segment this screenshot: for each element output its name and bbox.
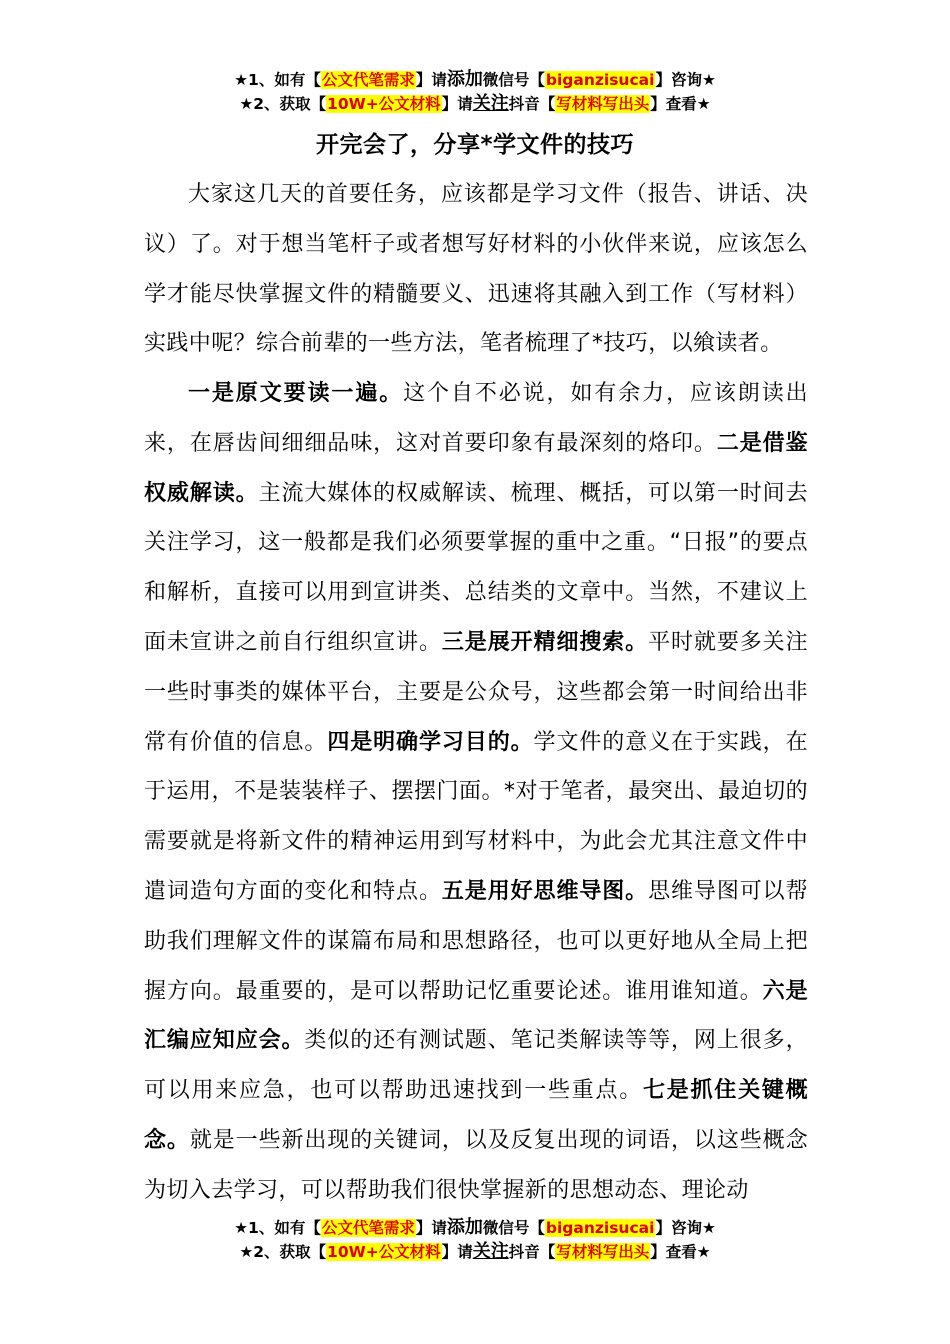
tip-text: 这个自不必说，如有余力，应该朗读出来，在唇齿间细细品味，这对首要印象有最深刻的烙印。 [144, 381, 808, 456]
promo-line-1 [0, 1216, 950, 1240]
promo-line-2 [0, 92, 950, 116]
promo-text: 】咨询★ [655, 1219, 716, 1237]
promo-text: 抖音【 [508, 1243, 556, 1261]
promo-text: 抖音【 [508, 95, 556, 113]
tip-heading: 七是抓住关键概念。 [144, 1078, 808, 1153]
promo-emphasis: 添加 [446, 1217, 483, 1238]
promo-text: ★1、如有【 [234, 71, 321, 89]
promo-text: 微信号【 [482, 1219, 545, 1237]
tip-text: 主流大媒体的权威解读、梳理、概括，可以第一时间去关注学习，这一般都是我们必须要掌握的重中之重。“日报”的要点和解析，直接可以用到宣讲类、总结类的文章中。当然，不建议上面未宣讲之前自行组织宣讲。 [144, 480, 808, 655]
promo-highlight: 公文代笔需求 [321, 71, 415, 89]
tip-text: 学文件的意义在于实践，在于运用，不是装装样子、摆摆门面。*对于笔者，最突出、最迫切的需要就是将新文件的精神运用到写材料中，为此会尤其注意文件中遣词造句方面的变化和特点。 [144, 729, 808, 904]
douyin-account-highlight: 写材料写出头 [556, 95, 650, 113]
promo-text: 】请 [441, 95, 473, 113]
intro-paragraph [144, 170, 808, 369]
wechat-id-highlight: biganzisucai [545, 71, 655, 89]
tip-text: 思维导图可以帮助我们理解文件的谋篇布局和思想路径，也可以更好地从全局上把握方向。最重要的，是可以帮助记忆重要论述。谁用谁知道。 [144, 878, 808, 1004]
tip-heading: 一是原文要读一遍。 [188, 381, 404, 406]
promo-text: ★1、如有【 [234, 1219, 321, 1237]
promo-emphasis: 添加 [446, 69, 483, 90]
tip-text: 就是一些新出现的关键词，以及反复出现的词语，以这些概念为切入去学习，可以帮助我们很快掌握新的思想动态、理论动 [144, 1127, 808, 1203]
wechat-id-highlight: biganzisucai [545, 1219, 655, 1237]
promo-highlight: 10W+公文材料 [327, 95, 441, 113]
douyin-account-highlight: 写材料写出头 [556, 1243, 650, 1261]
tip-text: 类似的还有测试题、笔记类解读等等，网上很多，可以用来应急，也可以帮助迅速找到一些重点。 [144, 1028, 808, 1104]
tip-text: 平时就要多关注一些时事类的媒体平台，主要是公众号，这些都会第一时间给出非常有价值的信息。 [144, 629, 808, 755]
bottom-promo-banner [0, 1216, 950, 1264]
promo-highlight: 公文代笔需求 [321, 1219, 415, 1237]
tip-heading: 六是汇编应知应会。 [144, 978, 808, 1054]
tip-heading: 四是明确学习目的。 [327, 729, 534, 755]
tips-text [144, 369, 808, 1216]
promo-line-1 [0, 68, 950, 92]
promo-text: ★2、获取【 [239, 1243, 327, 1261]
intro-text: 大家这几天的首要任务，应该都是学习文件（报告、讲话、决议）了。对于想当笔杆子或者想写好材料的小伙伴来说，应该怎么学才能尽快掌握文件的精髓要义、迅速将其融入到工作（写材料）实践中呢？综合前辈的一些方法，笔者梳理了*技巧，以飨读者。 [144, 182, 808, 357]
promo-emphasis: 关注 [472, 93, 509, 114]
promo-text: 】咨询★ [655, 71, 716, 89]
promo-text: 】请 [415, 1219, 447, 1237]
promo-emphasis: 关注 [472, 1241, 509, 1262]
promo-text: 】请 [415, 71, 447, 89]
promo-text: 微信号【 [482, 71, 545, 89]
tips-paragraph [144, 369, 808, 1216]
top-promo-banner [0, 68, 950, 116]
promo-text: 】查看★ [650, 95, 711, 113]
tip-heading: 三是展开精细搜索。 [441, 629, 649, 655]
tip-heading: 五是用好思维导图。 [441, 878, 649, 904]
promo-text: 】查看★ [650, 1243, 711, 1261]
promo-highlight: 10W+公文材料 [327, 1243, 441, 1261]
tip-heading: 二是借鉴权威解读。 [144, 430, 808, 506]
promo-text: 】请 [441, 1243, 473, 1261]
promo-text: ★2、获取【 [239, 95, 327, 113]
promo-line-2 [0, 1240, 950, 1264]
document-title: 开完会了，分享*学文件的技巧 [315, 132, 635, 158]
